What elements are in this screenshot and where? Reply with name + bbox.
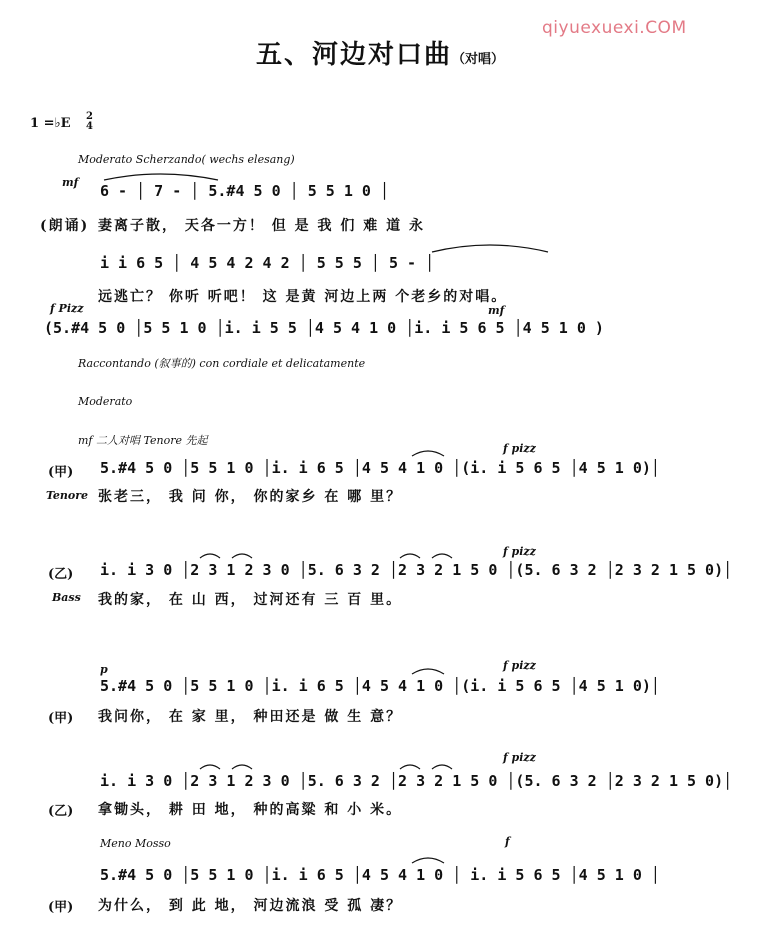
- narration-label: (朗诵): [40, 218, 90, 234]
- role-yi-2: (乙): [48, 804, 74, 819]
- lyrics-line-6: 我问你， 在 家 里， 种田还是 做 生 意？: [98, 709, 403, 725]
- slur-5: [232, 554, 252, 558]
- tempo-marking-3: Moderato: [78, 395, 133, 408]
- slur-3: [412, 451, 444, 456]
- notation-line-2: i i 6 5 │ 4 5 4 2 4 2 │ 5 5 5 │ 5 - │: [100, 254, 435, 272]
- time-top: 2: [86, 111, 93, 122]
- performance-instruction: mf 二人对唱 Tenore 先起: [78, 434, 208, 447]
- slur-10: [232, 765, 252, 769]
- role-jia-1: (甲): [48, 465, 74, 480]
- dynamic-mf-2: mf: [488, 304, 505, 317]
- voice-bass: Bass: [52, 591, 81, 604]
- lyrics-line-7: 拿锄头， 耕 田 地， 种的高粱 和 小 米。: [98, 802, 403, 818]
- time-bottom: 4: [86, 121, 93, 132]
- slur-8: [412, 669, 444, 674]
- lyrics-line-8: 为什么， 到 此 地， 河边流浪 受 孤 凄？: [98, 898, 403, 914]
- slur-6: [400, 554, 420, 558]
- notation-line-6: 5.#4 5 0 │5 5 1 0 │i. i 6 5 │4 5 4 1 0 │(i. i 5 6 5 │4 5 1 0)│: [100, 677, 660, 695]
- role-jia-3: (甲): [48, 900, 74, 915]
- notation-line-8: 5.#4 5 0 │5 5 1 0 │i. i 6 5 │4 5 4 1 0 │ i. i 5 6 5 │4 5 1 0 │: [100, 866, 660, 884]
- slur-4: [200, 554, 220, 558]
- notation-line-3: (5.#4 5 0 │5 5 1 0 │i. i 5 5 │4 5 4 1 0 │i. i 5 6 5 │4 5 1 0 ): [44, 319, 604, 337]
- dynamic-fpizz-2: f pizz: [503, 545, 536, 558]
- dynamic-fpizz-1: f pizz: [503, 442, 536, 455]
- role-jia-2: (甲): [48, 711, 74, 726]
- slur-2: [432, 245, 548, 252]
- notation-line-5: i. i 3 0 │2 3 1 2 3 0 │5. 6 3 2 │2 3 2 1 5 0 │(5. 6 3 2 │2 3 2 1 5 0)│: [100, 561, 733, 579]
- notation-line-4: 5.#4 5 0 │5 5 1 0 │i. i 6 5 │4 5 4 1 0 │(i. i 5 6 5 │4 5 1 0)│: [100, 459, 660, 477]
- key-signature: 1 =♭E: [30, 116, 71, 131]
- tempo-marking-2: Raccontando (叙事的) con cordiale et delicatamente: [78, 357, 366, 370]
- lyrics-line-1: 妻离子散， 天各一方！ 但 是 我 们 难 道 永: [98, 218, 425, 234]
- tempo-marking-1: Moderato Scherzando( wechs elesang): [78, 153, 295, 166]
- dynamic-fpizz-3: f pizz: [503, 659, 536, 672]
- slur-1: [104, 174, 218, 180]
- tempo-marking-4: Meno Mosso: [100, 837, 171, 850]
- voice-tenore: Tenore: [46, 489, 89, 502]
- role-yi-1: (乙): [48, 567, 74, 582]
- notation-line-7: i. i 3 0 │2 3 1 2 3 0 │5. 6 3 2 │2 3 2 1 5 0 │(5. 6 3 2 │2 3 2 1 5 0)│: [100, 772, 733, 790]
- lyrics-line-2: 远逃亡？ 你听 听吧！ 这 是黄 河边上两 个老乡的对唱。: [98, 289, 508, 305]
- lyrics-line-4: 张老三， 我 问 你， 你的家乡 在 哪 里？: [98, 489, 403, 505]
- dynamic-fpizz-cap: f Pizz: [50, 302, 84, 315]
- slur-12: [432, 765, 452, 769]
- watermark-text: qiyuexuexi.COM: [542, 18, 687, 38]
- dynamic-mf-1: mf: [62, 176, 79, 189]
- slur-7: [432, 554, 452, 558]
- slur-13: [412, 858, 444, 863]
- title-subtitle: （对唱）: [452, 52, 505, 67]
- notation-line-1: 6 - │ 7 - │ 5.#4 5 0 │ 5 5 1 0 │: [100, 182, 389, 200]
- dynamic-fpizz-4: f pizz: [503, 751, 536, 764]
- lyrics-line-5: 我的家， 在 山 西， 过河还有 三 百 里。: [98, 592, 403, 608]
- dynamic-p: p: [100, 663, 108, 676]
- dynamic-f: f: [505, 835, 510, 848]
- title-text: 五、河边对口曲: [255, 40, 452, 70]
- slur-11: [400, 765, 420, 769]
- slur-9: [200, 765, 220, 769]
